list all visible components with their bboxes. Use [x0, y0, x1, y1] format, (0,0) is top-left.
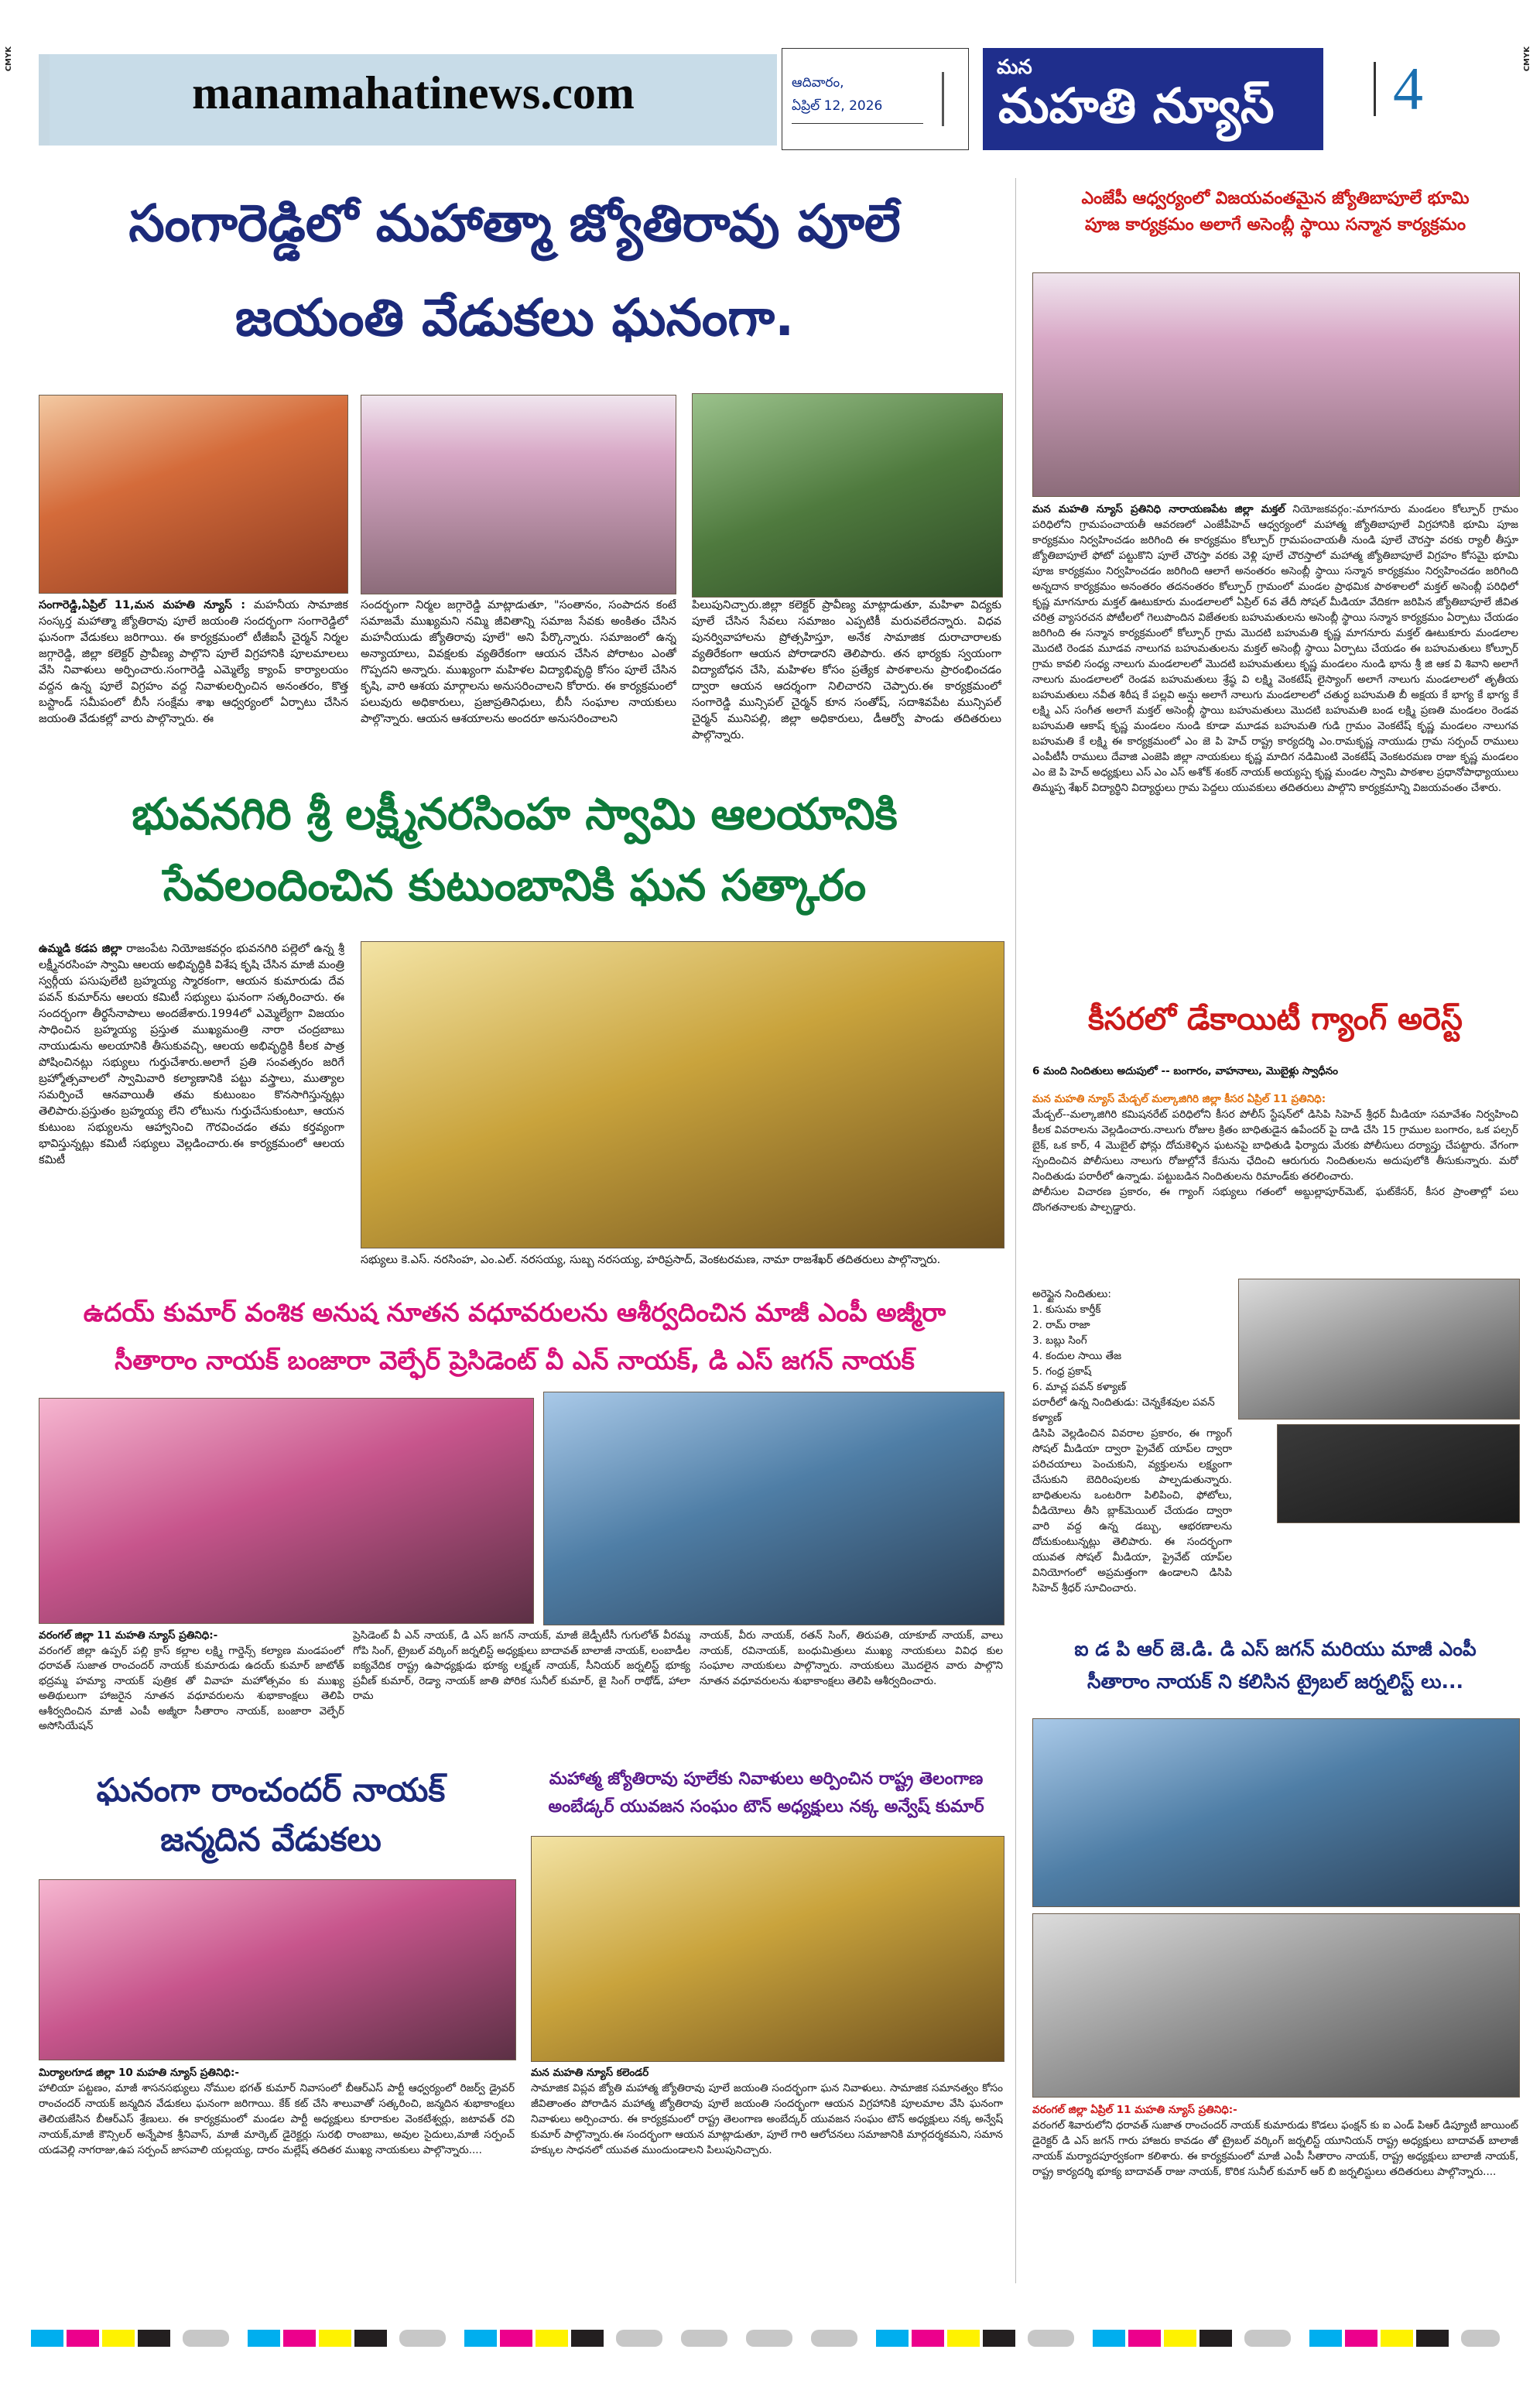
color-swatch [248, 2330, 280, 2347]
color-swatch [1381, 2330, 1413, 2347]
story1-headline-line1: సంగారెడ్డిలో మహాత్మా జ్యోతిరావు పూలే [128, 193, 901, 253]
right1-headline-line2: పూజ కార్యక్రమం అలాగే అసెంబ్లీ స్థాయి సన్మాన కార్యక్రమం [1085, 215, 1466, 235]
right1-headline-line1: ఎంజేపీ ఆధ్వర్యంలో విజయవంతమైన జ్యోతిబాపూలే భూమి [1081, 189, 1470, 208]
color-swatch [912, 2330, 944, 2347]
right3-headline-line1: ఐ డ పి ఆర్ జె.డి. డి ఎస్ జగన్ మరియు మాజీ ఎంపీ [1074, 1638, 1477, 1660]
story2-photo-felicitation [361, 941, 1004, 1248]
right2-body2-text: పోలీసుల విచారణ ప్రకారం, ఈ గ్యాంగ్ సభ్యులు గతంలో అబ్దుల్లాపూర్‌మెట్, ఘట్‌కేసర్, కీసర ప్రాంతాల్లో పలు దొంగతనాలకు పాల్పడ్డారు. [1032, 1186, 1518, 1214]
masthead-band [39, 54, 777, 146]
right1-dateline: మన మహతి న్యూస్ ప్రతినిధి నారాయణపేట జిల్లా మక్తల్ [1032, 503, 1285, 515]
accused-item: 4. కందుల సాయి తేజ [1032, 1350, 1122, 1362]
right3-dateline: వరంగల్ జిల్లా ఏప్రిల్ 11 మహతి న్యూస్ ప్రతినిధి:- [1032, 2104, 1237, 2116]
right1-photo-felicitation [1032, 272, 1520, 497]
color-swatch [319, 2330, 351, 2347]
story3-headline-line2: సీతారాం నాయక్ బంజారా వెల్ఫేర్ ప్రెసిడెంట్ వీ ఎన్ నాయక్, డి ఎస్ జగన్ నాయక్ [115, 1345, 915, 1375]
story4-headline-line1: ఘనంగా రాంచందర్ నాయక్ [96, 1771, 446, 1809]
color-swatch [500, 2330, 532, 2347]
story1-col2: సందర్భంగా నిర్మల జగ్గారెడ్డి మాట్లాడుతూ, "సంతానం, సంపాదన కంటే సమాజమే ముఖ్యమని నమ్మి జీవితాన్ని సమాజ సేవకు అంకితం చేసిన మహనీయుడు జ్యోతిరావు పూలే" అని పేర్కొన్నారు. సమాజంలో ఉన్న అన్యాయాలు, వివక్షలకు వ్యతిరేకంగా ఆయన చేసిన పోరాటం ఎంతో గొప్పదని అన్నారు. ముఖ్యంగా మహిళల విద్యాభివృద్ధి కోసం పూలే చేసిన కృషి, వారి ఆశయ మార్గాలను అనుసరించాలని కోరారు. ఈ కార్యక్రమంలో పలువురు అధికారులు, ప్రజాప్రతినిధులు, బీసీ సంఘాల నాయకులు పాల్గొన్నారు. ఆయన ఆశయాలను అందరూ అనుసరించాలని [361, 599, 676, 725]
story4-dateline: మిర్యాలగూడ జిల్లా 10 మహతి న్యూస్ ప్రతినిధి:- [39, 2067, 239, 2079]
registration-mark-left [5, 46, 17, 108]
story4-headline-line2: జన్మదిన వేడుకలు [160, 1820, 382, 1858]
color-swatch [536, 2330, 568, 2347]
color-swatch [811, 2330, 857, 2347]
page-divider [1374, 62, 1376, 116]
story3-col1-text: వరంగల్ జిల్లా ఉప్పర్ పల్లి క్రాస్ కల్లాల లక్ష్మి గార్డెన్స్ కల్యాణ మండపంలో ధరావత్ సుజాత రాంచందర్ నాయక్ కుమారుడు ఉదయ్ కుమార్ జాటోత్ భద్రమ్మ హమ్యా నాయక్ పుత్రిక తో వివాహ మహోత్సవం కు ముఖ్య అతిథులుగా హాజరైన నూతన వధూవరులను శుభాకాంక్షలు తెలిపి ఆశీర్వదించిన మాజీ ఎంపీ అజ్మీరా సీతారాం నాయక్, బంజారా వెల్ఫేర్ అసోసియేషన్ [39, 1644, 344, 1732]
story2-dateline: ఉమ్మడి కడప జిల్లా [39, 943, 122, 955]
registration-mark-right [1523, 46, 1535, 108]
color-swatch [354, 2330, 387, 2347]
story3-col1 [39, 1628, 344, 1776]
color-swatch [283, 2330, 316, 2347]
right2-dateline: మన మహతి న్యూస్ మేడ్చల్ మల్కాజిగిరి జిల్లా కీసర ఏప్రిల్ 11 ప్రతినిధి: [1032, 1093, 1326, 1105]
story3-photo-family [39, 1398, 534, 1624]
accused-item: 3. బబ్లు సింగ్ [1032, 1334, 1087, 1347]
story2-body [39, 941, 344, 1274]
color-swatch [746, 2330, 792, 2347]
story4-photo-birthday [39, 1879, 516, 2060]
color-swatch [31, 2330, 63, 2347]
color-swatch [183, 2330, 229, 2347]
color-swatch [67, 2330, 99, 2347]
story1-dateline: సంగారెడ్డి,ఏప్రిల్ 11,మన మహతి న్యూస్ : [39, 599, 245, 611]
story4-body-text: హాలియా పట్టణం, మాజీ శాసనసభ్యులు నోముల భగత్ కుమార్ నివాసంలో బీఆర్ఎస్ పార్టీ ఆధ్వర్యంలో రిజర్వ్ డ్రైవర్ రాంచందర్ నాయక్ జన్మదిన వేడుకలు ఘనంగా జరిగాయి. కేక్ కట్ చేసి శాలువాతో సత్కరించి, జన్మదిన శుభాకాంక్షలు తెలియజేసిన బీఆర్ఎస్ శ్రేణులు. ఈ కార్యక్రమంలో మండల పార్టీ అధ్యక్షులు కూరాకుల వెంకటేశ్వర్లు, జటావత్ రవి నాయక్,మాజీ కౌన్సిలర్ అన్నేపాక శ్రీనివాస్, మాజీ మార్కెట్ డైరెక్టర్లు సురభి రాంబాబు, అవుల సైదులు,మాజీ సర్పంచ్ యడవెల్లి నాగరాజు,ఉప సర్పంచ్ జాసవాలి యల్లయ్య, దారం మల్లేష్ తదితర ముఖ్య నాయకులు పాల్గొన్నారు.... [39, 2082, 515, 2156]
right2-photo-recovered-gold [1277, 1424, 1520, 1523]
story1-headline-line2: జయంతి వేడుకలు ఘనంగా. [234, 288, 795, 348]
accused-item: 1. కుసుమ కార్తీక్ [1032, 1303, 1101, 1316]
color-swatch [1345, 2330, 1377, 2347]
story5-headline-line1: మహాత్మ జ్యోతిరావు పూలేకు నివాళులు అర్పించిన రాష్ట్ర తెలంగాణ [549, 1769, 984, 1789]
cmyk-label-left: CMYK [5, 46, 13, 72]
story1-col3: పిలుపునిచ్చారు.జిల్లా కలెక్టర్ ప్రావీణ్య మాట్లాడుతూ, మహిళా విద్యకు పూలే చేసిన సేవలు సమాజం ఎప్పటికీ మరువలేదన్నారు. విధవ పునర్వివాహాలను ప్రోత్సహిస్తూ, అనేక సామాజిక దురాచారాలకు వ్యతిరేకంగా ఆయన పోరాడారని తెలిపారు. తన భార్యకు స్వయంగా విద్యాబోధన చేసి, మహిళల కోసం ప్రత్యేక పాఠశాలను ప్రారంభించడం ద్వారా ఆయన ఆదర్శంగా నిలిచారని చెప్పారు.ఈ కార్యక్రమంలో సంగారెడ్డి మున్సిపల్ చైర్మన్ కూన సంతోష్, సదాశివపేట మున్సిపల్ చైర్మన్ మునిపల్లి, జిల్లా అధికారులు, డీఆర్వో పాండు తదితరులు పాల్గొన్నారు. [692, 599, 1001, 741]
color-swatch [1028, 2330, 1074, 2347]
right2-photo-press-meet [1238, 1279, 1520, 1420]
right1-body-text: నియోజకవర్గం:-మాగనూరు మండలం కోల్పూర్ గ్రామం పరిధిలోని గ్రామపంచాయతీ ఆవరణలో ఎంజేపీహెచ్ ఆధ్వర్యంలో మహాత్మ జ్యోతిబాపూలే విగ్రహానికి భూమి పూజ కార్యక్రమం నిర్వహించడం జరిగింది ఈ కార్యక్రమం కోల్పూర్ గ్రామపంచాయతీ నుండి పూలే చౌరస్తా వరకు ర్యాలీ తీస్తూ జ్యోతిబాపూలే ఫోటో పట్టుకొని పూలే చౌరస్తా వరకు వెళ్లి పూలే చౌరస్తాలో మహాత్మ జ్యోతిబాపూలే విగ్రహం కోసమై భూమి పూజ కార్యక్రమం నిర్వహించడం జరిగింది ఆలాగే అనంతరం అసెంబ్లీ స్థాయి సన్మాన కార్యక్రమం నిర్వహించడం జరిగింది అన్నదాన కార్యక్రమం అనంతరం తదనంతరం కోల్పూర్ గ్రామంలో మండల ప్రాథమిక పాఠశాలలో మక్తల్ అసెంబ్లీ పరిధిలో కృష్ణ మాగనూరు మక్తల్ ఊటుకూరు మండలాలలో ఏప్రిల్ 6వ తేదీ సోషల్ మీడియా వేదికగా జరిపిన జ్యోతిబాపూలే జీవిత చరిత్ర వ్యాసరచన పోటీలలో గెలుపొందిన విజేతలకు బహుమతులను అసెంబ్లీ స్థాయి సన్మాన కార్యక్రమం ఏర్పాటు చేయడం జరిగింది ఈ సన్మాన కార్యక్రమంలో కోల్పూర్ గ్రామ మొదటి బహుమతి కృష్ణ మాగనూరు మక్తల్ ఊటుకూరు మండలాల మొదటి రెండవ మూడవ నాలుగవ బహుమతులను మక్తల్ అసెంబ్లీ స్థాయి ఏర్పాటు చేయడం ఈ బహుమతులు కోల్పూర్ గ్రామ కావలి సంధ్య నాలుగు మండలాలలో మొదటి బహుమతులు కృష్ణ మండలం నుండి భాను శ్రీ జి ఆక వి శివాని అలాగే నాలుగు మండలాలలో రెండవ బహుమతులు శ్రేష్ఠ వి లక్ష్మి వెంకటేష్ లైస్యాంగ్ అలాగే నాలుగు మండలాలలో తృతీయ బహుమతులు నవీత శిరీష కే పల్లవి అన్షు అలాగే నాలుగు మండలాలలో చతుర్థ బహుమతి బీ అక్షయ కే భాగ్య కే భాగ్య కే లక్ష్మి ఎస్ సంగీత అలాగే మక్తల్ అసెంబ్లీ స్థాయి బహుమతులు మొదటి బహుమతి బండ లక్ష్మి ప్రణతి మండలం రెండవ బహుమతి ఆకాష్ కృష్ణ మండలం నుండి కూడా మూడవ బహుమతి గుడి గ్రామం వెంకటేష్ కృష్ణ మండలం నాలుగవ బహుమతి కే లక్ష్మి ఈ కార్యక్రమంలో ఎం జె పి హెచ్ రాష్ట్ర కార్యదర్శి ఎం.రామకృష్ణ నాయుడు గ్రామ సర్పంచ్ రాములు ఎంపీటీసీ రాములు దేవాజి ఎంజెపి జిల్లా నాయకులు కృష్ణ మాదిగ నడిమింటి వెంకటేష్ వెంకటరమణ రాజు కృష్ణ మండలం ఎం జె పి హెచ్ అధ్యక్షులు ఎస్ ఎం ఎస్ అశోక్ శంకర్ నాయక్ అయ్యప్ప కృష్ణ మండల స్వామి పాఠశాల ప్రధానోపాధ్యాయులు తిమ్మప్ప శేఖర్ విద్యార్థిని విద్యార్థులు గ్రామ పెద్దలు యువకులు తదితరులు పాల్గొని కార్యక్రమాన్ని విజయవంతం చేశారు. [1032, 503, 1518, 794]
color-swatch [102, 2330, 135, 2347]
story1-col1-text: మహనీయ సామాజిక సంస్కర్త మహాత్మా జ్యోతిరావు పూలే జయంతి సందర్భంగా సంగారెడ్డిలో ఘనంగా వేడుకలు జరిగాయి. ఈ కార్యక్రమంలో టీజీఐసీ చైర్మన్ నిర్మల జగ్గారెడ్డి, జిల్లా కలెక్టర్ ప్రావీణ్య పాల్గొని పూలే విగ్రహానికి పూలమాలలు వేసి నివాళులు అర్పించారు.సంగారెడ్డి ఎమ్మెల్యే క్యాంప్ కార్యాలయం వద్దన ఉన్న పూలే విగ్రహం వద్ద నివాళులర్పించిన అనంతరం, కొత్త బస్టాండ్ సమీపంలో బీసీ సంక్షేమ శాఖ ఆధ్వర్యంలో ఏర్పాటు చేసిన జయంతి వేడుకల్లో వారు పాల్గొన్నారు. ఈ [39, 599, 348, 725]
date-divider [942, 72, 944, 126]
right3-photo-group-top [1032, 1718, 1520, 1907]
story3-photo-wedding-stage [543, 1392, 1004, 1625]
logo-main-text: మహతి న్యూస్ [998, 77, 1275, 134]
color-swatch [983, 2330, 1015, 2347]
date-underline [792, 123, 923, 124]
color-swatch [1093, 2330, 1125, 2347]
cmyk-label-right: CMYK [1523, 46, 1531, 72]
right2-list-intro: అరెస్టైన నిందితులు: [1032, 1288, 1111, 1300]
color-swatch [571, 2330, 604, 2347]
accused-item: 6. మాచ్ల పవన్ కళ్యాణ్ [1032, 1381, 1127, 1393]
story2-caption: సభ్యులు కె.ఎస్. నరసింహ, ఎం.ఎల్. నరసయ్య, సుబ్బ నరసయ్య, హరిప్రసాద్, వెంకటరమణ, నామా రాజశేఖర్ తదితరులు పాల్గొన్నారు. [361, 1254, 941, 1266]
color-swatch [1128, 2330, 1161, 2347]
story4-body [39, 2065, 515, 2259]
color-swatch [1416, 2330, 1449, 2347]
masthead-date-box [782, 48, 969, 150]
story3-dateline: వరంగల్ జిల్లా 11 మహతి న్యూస్ ప్రతినిధి:- [39, 1629, 218, 1642]
right3-headline-line2: సీతారాం నాయక్ ని కలిసిన ట్రైబల్ జర్నలిస్ట్ లు... [1087, 1670, 1464, 1693]
story1-photo-statue [692, 393, 1003, 598]
story1-photo-stage [361, 395, 676, 594]
story5-headline-line2: అంబేడ్కర్ యువజన సంఘం టౌన్ అధ్యక్షులు నక్క అన్వేష్ కుమార్ [548, 1797, 984, 1817]
logo-small-text: మన [997, 56, 1032, 79]
color-swatch [1309, 2330, 1342, 2347]
color-swatch [1199, 2330, 1232, 2347]
color-swatch [947, 2330, 980, 2347]
story5-photo-tribute [531, 1836, 1004, 2062]
right2-accused-list [1032, 1286, 1232, 1619]
story5-body [531, 2065, 1003, 2259]
masthead-logo [983, 48, 1323, 150]
color-swatch [1244, 2330, 1291, 2347]
color-swatch [1164, 2330, 1196, 2347]
story3-headline-line1: ఉదయ్ కుమార్ వంశిక అనుష నూతన వధూవరులను ఆశీర్వదించిన మాజీ ఎంపీ అజ్మీరా [83, 1297, 946, 1327]
story2-body-text: రాజంపేట నియోజకవర్గం భువనగిరి పల్లెలో ఉన్న శ్రీ లక్ష్మీనరసింహ స్వామి ఆలయ అభివృద్ధికి విశేష కృషి చేసిన మాజీ మంత్రి స్వర్గీయ పసుపులేటి బ్రహ్మయ్య స్మారకంగా, ఆయన కుమారుడు దేవ పవన్ కుమార్‌ను ఆలయ కమిటీ సభ్యులు ఘనంగా సత్కరించారు. ఈ సందర్భంగా తీర్థసేనాపాలు అందజేశారు.1994లో ఎమ్మెల్యేగా విజయం సాధించిన బ్రహ్మయ్య ప్రస్తుత ముఖ్యమంత్రి నారా చంద్రబాబు నాయుడును అలయానికి తీసుకువచ్చి, ఆలయ అభివృద్ధికి కీలక పాత్ర పోషించినట్లు సభ్యులు గుర్తుచేశారు.అలాగే ప్రతి సంవత్సరం జరిగే బ్రహ్మోత్సవాలలో స్వామివారి కల్యాణానికి పట్టు వస్త్రాలు, ముత్యాల సమర్పించే ఆనవాయితీ తమ కుటుంబం కొనసాగిస్తున్నట్లు తెలిపారు.ప్రస్తుతం బ్రహ్మయ్య లేని లోటును గుర్తుచేసుకుంటూ, ఆయన కుటుంబ సభ్యులను ఆహ్వానించి గౌరవించడం తమ కర్తవ్యంగా భావిస్తున్నట్లు కమిటీ సభ్యులు వెల్లడించారు.ఈ కార్యక్రమంలో ఆలయ కమిటీ [39, 943, 344, 1166]
right3-body-text: వరంగల్ శివారులోని ధరావత్ సుజాత రాంచందర్ నాయక్ కుమారుడు కొడలు ఫంక్షన్ కు ఐ ఎండ్ పిఆర్ డిప్యూటీ జాయింట్ డైరెక్టర్ డి ఎస్ జగన్ గారు హాజరు కావడం తో ట్రైబల్ వర్కింగ్ జర్నలిస్ట్ యూనియన్ రాష్ట్ర అధ్యక్షులు బాదావత్ బాలాజీ నాయక్ మర్యాదపూర్వకంగా కలిశారు. ఈ కార్యక్రమంలో మాజీ ఎంపీ సీతారాం నాయక్, రాష్ట్ర అధ్యక్షులు బాలాజీ నాయక్, రాష్ట్ర కార్యదర్శి భూక్య బాదావత్ రాజు నాయక్, కొరిక సునీల్ కుమార్ ఆర్ బి జర్నలిస్టులు తదితరులు పాల్గొన్నారు.... [1032, 2119, 1518, 2178]
website-url: manamahatinews.com [192, 67, 635, 118]
column-rule [1015, 178, 1016, 2283]
color-swatch [399, 2330, 446, 2347]
masthead-day: ఆదివారం, [792, 75, 844, 91]
right2-body [1032, 1091, 1518, 1285]
right2-absconding: పరారీలో ఉన్న నిందితుడు: చెన్నకేశవుల పవన్ కళ్యాణ్ [1032, 1396, 1215, 1424]
story3-col2: ప్రెసిడెంట్ వీ ఎన్ నాయక్, డి ఎస్ జగన్ నాయక్, మాజీ జెడ్పీటీసీ గుగులోత్ వీరమ్మ గోపి సింగ్, ట్రైబల్ వర్కింగ్ జర్నలిస్ట్ అధ్యక్షులు బాదావత్ బాలాజీ నాయక్, లంబాడీల ఐక్యవేదిక రాష్ట్ర ఉపాధ్యక్షుడు భూక్య లక్ష్మణ్ నాయక్, సీనియర్ జర్నలిస్ట్ భూక్య ప్రవీణ్ కుమార్, రెడ్యా నాయక్ జాతి పోరిక సునీల్ కుమార్, జై సింగ్ రాథోడ్, హాలా రామ [353, 1629, 690, 1702]
color-swatch [616, 2330, 662, 2347]
story5-body-text: సామాజిక విప్లవ జ్యోతి మహాత్మ జ్యోతిరావు పూలే జయంతి సందర్భంగా ఘన నివాళులు. సామాజిక సమానత్వం కోసం జీవితాంతం పోరాడిన మహాత్మ జ్యోతిరావు పూలే జయంతి సందర్భంగా ఆయన విగ్రహానికి పూలమాల వేసి ఘనంగా నివాళులు అర్పించారు. ఈ కార్యక్రమంలో రాష్ట్ర తెలంగాణ అంబేద్కర్ యువజన సంఘం టౌన్ అధ్యక్షులు నక్క అన్వేష్ కుమార్ పాల్గొన్నారు.ఈ సందర్భంగా ఆయన మాట్లాడుతూ, పూలే గారి ఆలోచనలు సమాజానికి మార్గదర్శకమని, సమాన హక్కుల సాధనలో యువత ముందుండాలని పిలుపునిచ్చారు. [531, 2082, 1003, 2156]
story5-dateline: మన మహతి న్యూస్ కలెండర్ [531, 2067, 649, 2079]
story1-photo-speaker [39, 395, 348, 594]
page-number: 4 [1393, 55, 1423, 122]
story3-col3: నాయక్, వీరు నాయక్, రతన్ సింగ్, తిరుపతి, యాకూబ్ నాయక్, వాలు నాయక్, రవినాయక్, బంధుమిత్రులు ముఖ్య నాయకులు వివిధ కుల సంఘాల నాయకులు పాల్గొన్నారు. నాయకులు మొదలైన వారు పాల్గొని నూతన వధూవరులను శుభాకాంక్షలు తెలిపి ఆశీర్వదించారు. [700, 1629, 1003, 1687]
right3-photo-group-bottom [1032, 1913, 1520, 2098]
story2-headline-line2: సేవలందించిన కుటుంబానికి ఘన సత్కారం [163, 861, 867, 911]
masthead-date: ఏప్రిల్ 12, 2026 [792, 98, 883, 114]
color-swatch [876, 2330, 909, 2347]
right3-body [1032, 2102, 1518, 2257]
story2-headline-line1: భువనగిరి శ్రీ లక్ష్మీనరసింహ స్వామి ఆలయానికి [132, 789, 898, 840]
color-swatch [681, 2330, 727, 2347]
color-swatch [1461, 2330, 1500, 2347]
color-swatch [138, 2330, 170, 2347]
right2-body3-text: డిసిపి వెల్లడించిన వివరాల ప్రకారం, ఈ గ్యాంగ్ సోషల్ మీడియా ద్వారా ప్రైవేట్ యాప్‌ల ద్వారా పరిచయాలు పెంచుకుని, వ్యక్తులను లక్ష్యంగా చేసుకుని బెదిరింపులకు పాల్పడుతున్నారు. బాధితులను ఒంటరిగా పిలిపించి, ఫోటోలు, వీడియోలు తీసి బ్లాక్‌మెయిల్ చేయడం ద్వారా వారి వద్ద ఉన్న డబ్బు, ఆభరణాలను దోచుకుంటున్నట్లు తెలిపారు. ఈ సందర్భంగా యువత సోషల్ మీడియా, ప్రైవేట్ యాప్‌ల వినియోగంలో అప్రమత్తంగా ఉండాలని డిసిపి సిహెచ్ శ్రీధర్ సూచించారు. [1032, 1427, 1232, 1594]
right2-subhead: 6 మంది నిందితులు అదుపులో -- బంగారం, వాహనాలు, మొబైళ్లు స్వాధీనం [1032, 1065, 1339, 1077]
right2-headline: కీసరలో డేకాయిటీ గ్యాంగ్ అరెస్ట్ [1088, 1002, 1463, 1037]
accused-item: 5. గంధ్ర ప్రకాష్ [1032, 1365, 1092, 1378]
color-swatch [464, 2330, 497, 2347]
accused-item: 2. రామ్ రాజా [1032, 1319, 1090, 1331]
color-bar [31, 2330, 1509, 2350]
right2-body-text: మేడ్చల్--మల్కాజిగిరి కమిషనరేట్ పరిధిలోని కీసర పోలీస్ స్టేషన్‌లో డిసిపి సిహెచ్ శ్రీధర్ మీడియా సమావేశం నిర్వహించి కీలక వివరాలను వెల్లడించారు.నాలుగు రోజుల క్రితం బాధితుడైన ఉపేందర్ పై దాడి చేసి 15 గ్రాముల బంగారం, ఒక పల్సర్ బైక్, ఒక కార్, 4 మొబైల్ ఫోన్లు దోచుకెళ్ళిన ఘటనపై బాధితుడి ఫిర్యాదు మేరకు పోలీసులు దర్యాప్తు చేపట్టారు. వేగంగా స్పందించిన పోలీసులు నాలుగు రోజుల్లోనే కేసును ఛేదించి ఆరుగురు నిందితులను అదుపులోకి తీసుకున్నారు. మరో నిందితుడు పరారీలో ఉన్నాడు. పట్టుబడిన నిందితులను రిమాండ్‌కు తరలించారు. [1032, 1108, 1518, 1183]
right1-body [1032, 502, 1518, 997]
